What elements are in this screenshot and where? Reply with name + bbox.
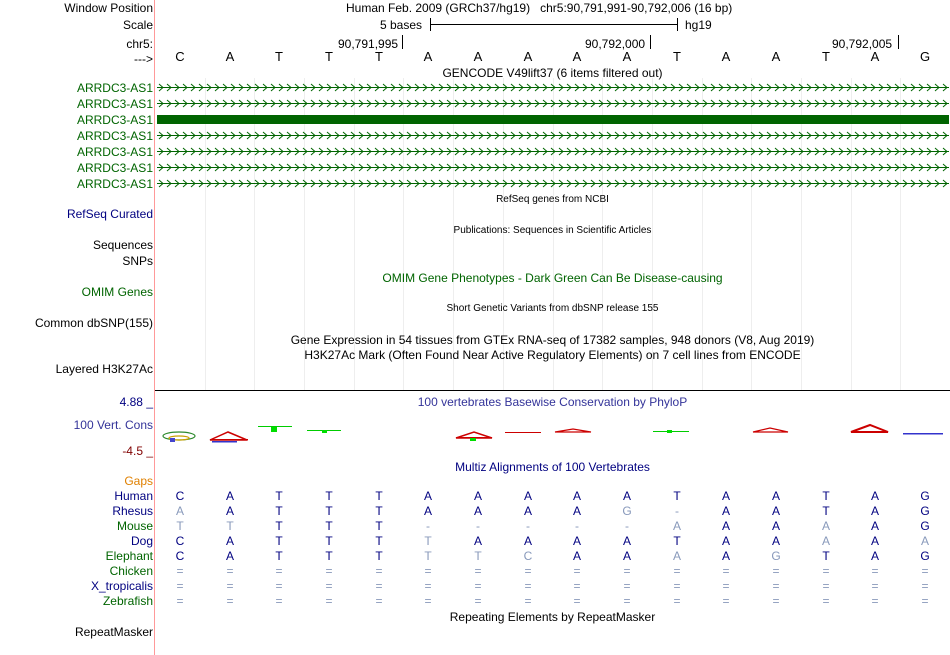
phylop-mark <box>667 430 672 433</box>
gene-label[interactable]: ARRDC3-AS1 <box>76 81 153 95</box>
alignment-base: A <box>473 489 482 503</box>
alignment-base: = <box>176 579 184 593</box>
alignment-base: T <box>673 489 681 503</box>
alignment-base: G <box>920 549 930 563</box>
alignment-base: = <box>226 594 234 608</box>
species-label[interactable]: Chicken <box>109 564 153 578</box>
alignment-base: A <box>870 504 879 518</box>
phylop-mark <box>258 426 292 427</box>
alignment-base: A <box>523 534 532 548</box>
alignment-base: = <box>772 564 780 578</box>
alignment-base: = <box>772 579 780 593</box>
species-label[interactable]: Dog <box>130 534 153 548</box>
alignment-base: = <box>871 579 879 593</box>
alignment-base: A <box>870 549 879 563</box>
alignment-base: = <box>722 564 730 578</box>
alignment-base: A <box>771 519 780 533</box>
alignment-base: T <box>176 519 184 533</box>
gene-label[interactable]: ARRDC3-AS1 <box>76 113 153 127</box>
reference-base: A <box>870 49 880 64</box>
alignment-base: = <box>722 594 730 608</box>
gtex-track-title[interactable]: Gene Expression in 54 tissues from GTEx RNA-seq of 17382 samples, 948 donors (V8, Aug 2019) <box>290 333 815 347</box>
alignment-base: = <box>226 564 234 578</box>
alignment-base: = <box>424 594 432 608</box>
alignment-base: A <box>870 519 879 533</box>
alignment-base: A <box>920 534 929 548</box>
alignment-base: G <box>622 504 632 518</box>
phylop-mark <box>271 427 277 432</box>
alignment-base: G <box>920 489 930 503</box>
phylop-mark <box>753 428 788 432</box>
alignment-base: = <box>871 564 879 578</box>
alignment-base: = <box>375 579 383 593</box>
alignment-base: A <box>473 534 482 548</box>
phylop-mark <box>555 429 591 432</box>
alignment-base: C <box>523 549 533 563</box>
alignment-base: A <box>225 489 234 503</box>
alignment-base: = <box>176 564 184 578</box>
alignment-base: A <box>721 504 730 518</box>
species-label[interactable]: Human <box>114 489 153 503</box>
alignment-base: A <box>821 519 830 533</box>
alignment-base: A <box>771 534 780 548</box>
alignment-base: = <box>623 579 631 593</box>
coord-tick <box>650 35 651 49</box>
phylop-mark <box>210 432 247 440</box>
alignment-base: = <box>822 564 830 578</box>
alignment-base: = <box>375 564 383 578</box>
alignment-base: A <box>721 549 730 563</box>
alignment-base: = <box>474 579 482 593</box>
alignment-base: A <box>225 549 234 563</box>
alignment-base: - <box>526 519 530 533</box>
gene-label[interactable]: ARRDC3-AS1 <box>76 129 153 143</box>
h3k27ac-track-label[interactable]: Layered H3K27Ac <box>55 362 153 376</box>
alignment-base: T <box>275 549 283 563</box>
reference-base: T <box>275 49 283 64</box>
alignment-base: T <box>375 534 383 548</box>
alignment-base: G <box>771 549 781 563</box>
label-column-separator <box>154 0 155 655</box>
omim-track-label[interactable]: OMIM Genes <box>81 285 153 299</box>
alignment-base: T <box>424 534 432 548</box>
alignment-base: = <box>524 564 532 578</box>
alignment-base: A <box>721 519 730 533</box>
alignment-base: = <box>822 579 830 593</box>
alignment-base: = <box>772 594 780 608</box>
coord-label: 90,791,995 <box>338 37 399 51</box>
coord-tick <box>898 35 899 49</box>
reference-base: A <box>622 49 632 64</box>
alignment-base: = <box>275 564 283 578</box>
window-position-value[interactable]: Human Feb. 2009 (GRCh37/hg19) chr5:90,791,991-90,792,006 (16 bp) <box>346 1 733 15</box>
alignment-base: = <box>921 564 929 578</box>
cons-max-label: 4.88 _ <box>119 395 153 409</box>
alignment-base: T <box>375 489 383 503</box>
cons-track-title[interactable]: 100 vertebrates Basewise Conservation by PhyloP <box>417 395 688 409</box>
reference-base: A <box>473 49 483 64</box>
scale-bar-text: 5 bases <box>380 18 423 32</box>
alignment-base: T <box>474 549 482 563</box>
alignment-base: = <box>871 594 879 608</box>
reference-base: T <box>673 49 681 64</box>
reference-base: G <box>919 49 931 64</box>
alignment-base: T <box>325 489 333 503</box>
alignment-base: T <box>275 489 283 503</box>
alignment-base: T <box>275 534 283 548</box>
alignment-base: T <box>325 504 333 518</box>
multiz-track-title[interactable]: Multiz Alignments of 100 Vertebrates <box>455 460 650 474</box>
alignment-base: = <box>424 579 432 593</box>
h3k27ac-track-title[interactable]: H3K27Ac Mark (Often Found Near Active Regulatory Elements) on 7 cell lines from ENCODE <box>304 348 801 362</box>
gene-model[interactable] <box>157 99 949 108</box>
gene-model[interactable] <box>157 83 949 92</box>
alignment-base: T <box>325 519 333 533</box>
alignment-base: A <box>672 519 681 533</box>
alignment-base: A <box>622 549 631 563</box>
alignment-base: C <box>175 489 185 503</box>
repeatmasker-track-label[interactable]: RepeatMasker <box>74 625 153 639</box>
gene-label[interactable]: ARRDC3-AS1 <box>76 177 153 191</box>
scale-assembly: hg19 <box>685 18 712 32</box>
alignment-base: = <box>524 579 532 593</box>
alignment-base: = <box>623 594 631 608</box>
alignment-base: = <box>573 564 581 578</box>
alignment-base: = <box>673 594 681 608</box>
reference-base: A <box>572 49 582 64</box>
alignment-base: T <box>375 549 383 563</box>
alignment-base: T <box>822 504 830 518</box>
alignment-base: = <box>424 564 432 578</box>
alignment-base: = <box>573 579 581 593</box>
phylop-mark <box>903 433 943 435</box>
gene-label[interactable]: ARRDC3-AS1 <box>76 145 153 159</box>
alignment-base: C <box>175 534 185 548</box>
alignment-base: A <box>572 549 581 563</box>
phylop-mark <box>210 439 248 441</box>
alignment-base: G <box>920 519 930 533</box>
reference-base: C <box>175 49 185 64</box>
alignment-base: - <box>476 519 480 533</box>
alignment-base: T <box>424 549 432 563</box>
alignment-base: = <box>325 579 333 593</box>
alignment-base: = <box>226 579 234 593</box>
snps-track-label[interactable]: SNPs <box>122 254 153 268</box>
phylop-mark <box>851 425 888 432</box>
alignment-base: T <box>275 504 283 518</box>
alignment-base: = <box>325 594 333 608</box>
alignment-base: = <box>921 579 929 593</box>
alignment-base: - <box>575 519 579 533</box>
reference-base: A <box>721 49 731 64</box>
alignment-base: T <box>275 519 283 533</box>
omim-track-title[interactable]: OMIM Gene Phenotypes - Dark Green Can Be Disease-causing <box>382 271 723 285</box>
scale-label: Scale <box>122 18 153 32</box>
alignment-base: A <box>423 489 432 503</box>
alignment-base: A <box>523 489 532 503</box>
alignment-base: A <box>771 489 780 503</box>
alignment-base: T <box>673 534 681 548</box>
phylop-mark <box>322 430 327 433</box>
alignment-base: = <box>573 594 581 608</box>
species-label[interactable]: Zebrafish <box>102 594 153 608</box>
chrom-label: chr5: <box>126 37 153 51</box>
gaps-track-label[interactable]: Gaps <box>124 474 153 488</box>
track-divider <box>155 390 950 391</box>
alignment-base: T <box>375 504 383 518</box>
alignment-base: A <box>771 504 780 518</box>
gencode-track-title[interactable]: GENCODE V49lift37 (6 items filtered out) <box>442 66 663 80</box>
alignment-base: = <box>822 594 830 608</box>
species-label[interactable]: Mouse <box>116 519 153 533</box>
alignment-base: T <box>226 519 234 533</box>
alignment-base: = <box>673 579 681 593</box>
alignment-base: = <box>474 594 482 608</box>
window-position-label: Window Position <box>64 1 153 15</box>
alignment-base: = <box>921 594 929 608</box>
alignment-base: = <box>673 564 681 578</box>
reference-base: A <box>771 49 781 64</box>
coord-label: 90,792,000 <box>585 37 646 51</box>
gene-model[interactable] <box>157 131 949 140</box>
publications-track-title[interactable]: Publications: Sequences in Scientific Articles <box>453 225 652 236</box>
alignment-base: G <box>920 504 930 518</box>
alignment-base: A <box>721 534 730 548</box>
refseq-track-label[interactable]: RefSeq Curated <box>66 207 153 221</box>
alignment-base: = <box>623 564 631 578</box>
phylop-conservation-plot <box>155 418 950 448</box>
publications-track-label[interactable]: Sequences <box>92 238 153 252</box>
alignment-base: A <box>523 504 532 518</box>
phylop-mark <box>470 438 476 441</box>
alignment-base: A <box>225 534 234 548</box>
alignment-base: - <box>675 504 679 518</box>
reference-base: T <box>325 49 333 64</box>
alignment-base: A <box>622 534 631 548</box>
alignment-base: T <box>325 534 333 548</box>
alignment-base: - <box>426 519 430 533</box>
reference-base: A <box>423 49 433 64</box>
species-label[interactable]: Elephant <box>105 549 153 563</box>
cons-min-label: -4.5 _ <box>122 444 153 458</box>
alignment-base: A <box>622 489 631 503</box>
alignment-base: = <box>722 579 730 593</box>
phylop-mark <box>505 432 541 433</box>
alignment-base: = <box>275 594 283 608</box>
gene-label[interactable]: ARRDC3-AS1 <box>76 97 153 111</box>
coord-label: 90,792,005 <box>832 37 893 51</box>
gene-model[interactable] <box>157 147 949 156</box>
phylop-mark <box>170 438 175 442</box>
alignment-base: A <box>572 534 581 548</box>
repeatmasker-track-title[interactable]: Repeating Elements by RepeatMasker <box>449 610 656 624</box>
alignment-base: A <box>175 504 184 518</box>
gene-model[interactable] <box>157 163 949 172</box>
phylop-mark <box>851 431 888 433</box>
alignment-base: = <box>275 579 283 593</box>
dbsnp-track-label[interactable]: Common dbSNP(155) <box>34 316 153 330</box>
alignment-base: C <box>175 549 185 563</box>
alignment-base: A <box>721 489 730 503</box>
alignment-base: = <box>325 564 333 578</box>
alignment-base: A <box>225 504 234 518</box>
coord-tick <box>402 35 403 49</box>
alignment-base: A <box>423 504 432 518</box>
dbsnp-track-title[interactable]: Short Genetic Variants from dbSNP release 155 <box>446 303 659 314</box>
alignment-base: - <box>625 519 629 533</box>
reference-base: A <box>225 49 235 64</box>
alignment-base: A <box>572 504 581 518</box>
refseq-track-title[interactable]: RefSeq genes from NCBI <box>496 194 609 205</box>
strand-label: ---> <box>134 52 153 66</box>
gene-label[interactable]: ARRDC3-AS1 <box>76 161 153 175</box>
alignment-base: = <box>375 594 383 608</box>
alignment-base: A <box>821 534 830 548</box>
alignment-base: = <box>474 564 482 578</box>
alignment-base: T <box>375 519 383 533</box>
alignment-base: T <box>822 489 830 503</box>
gene-model[interactable] <box>157 115 949 124</box>
alignment-base: A <box>572 489 581 503</box>
species-label[interactable]: X_tropicalis <box>90 579 153 593</box>
reference-base: T <box>822 49 830 64</box>
species-label[interactable]: Rhesus <box>112 504 153 518</box>
phylop-mark <box>212 441 237 443</box>
alignment-base: A <box>473 504 482 518</box>
reference-base: A <box>523 49 533 64</box>
cons-track-label[interactable]: 100 Vert. Cons <box>73 418 153 432</box>
gene-model[interactable] <box>157 179 949 188</box>
alignment-base: A <box>672 549 681 563</box>
alignment-base: A <box>870 489 879 503</box>
alignment-base: A <box>870 534 879 548</box>
alignment-base: = <box>524 594 532 608</box>
alignment-base: = <box>176 594 184 608</box>
reference-base: T <box>375 49 383 64</box>
alignment-base: T <box>822 549 830 563</box>
alignment-base: T <box>325 549 333 563</box>
